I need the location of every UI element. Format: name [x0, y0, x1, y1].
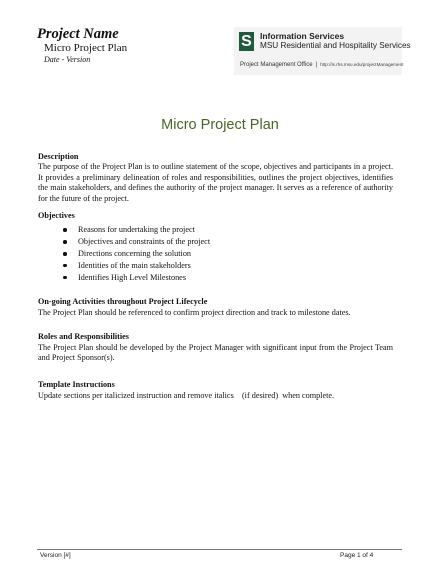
project-name: Project Name: [37, 26, 119, 42]
list-item: Objectives and constraints of the project: [78, 236, 393, 248]
organization-banner: [234, 27, 411, 75]
date-version: Date - Version: [44, 55, 91, 64]
list-item: Identifies High Level Milestones: [78, 272, 393, 284]
description-text: The purpose of the Project Plan is to outline statement of the scope, objectives and participants in a project. It provides a preliminary delineation of roles and responsibilities, outlines the project objectives, identifies the main stakeholders, and defines the authority of the project manager. It serves as a reference of authority for the future of the project.: [38, 162, 393, 203]
document-title: Micro Project Plan: [161, 117, 279, 133]
list-item: Reasons for undertaking the project: [78, 224, 393, 236]
org-name: Information Services: [260, 31, 345, 41]
template-text-part2: (if desired): [241, 390, 279, 400]
pmo-separator: |: [315, 62, 318, 68]
description-heading: Description: [38, 152, 79, 161]
roles-text: The Project Plan should be developed by the Project Manager with significant input from the Project Team and Project Sponsor(s).: [38, 342, 393, 363]
footer-page-number: Page 1 of 4: [340, 552, 374, 559]
org-unit: MSU Residential and Hospitality Services: [260, 41, 411, 50]
header-left: [37, 26, 127, 65]
roles-heading: Roles and Responsibilities: [38, 332, 129, 342]
document-subtitle: Micro Project Plan: [44, 42, 128, 54]
template-text-part3: when complete.: [282, 390, 335, 400]
pmo-line: [240, 61, 403, 69]
list-item: Directions concerning the solution: [78, 248, 393, 260]
pmo-url: http://is.rhs.msu.edu/projectManagement: [320, 62, 404, 67]
template-text: [38, 391, 393, 401]
ongoing-text: The Project Plan should be referenced to confirm project direction and track to milestone dates.: [38, 307, 351, 317]
objectives-heading: Objectives: [38, 211, 75, 221]
template-heading: Template Instructions: [38, 380, 115, 390]
ongoing-heading: On-going Activities throughout Project Lifecycle: [38, 297, 208, 307]
template-text-part1: Update sections per italicized instruction and remove italics: [38, 390, 234, 400]
msu-logo: S: [239, 32, 254, 51]
document-body: [38, 152, 393, 401]
list-item: Identities of the main stakeholders: [78, 260, 393, 272]
footer-version: Version [#]: [40, 552, 71, 559]
pmo-label: Project Management Office: [240, 62, 313, 68]
footer-divider: [37, 549, 402, 550]
objectives-list: [38, 224, 393, 283]
